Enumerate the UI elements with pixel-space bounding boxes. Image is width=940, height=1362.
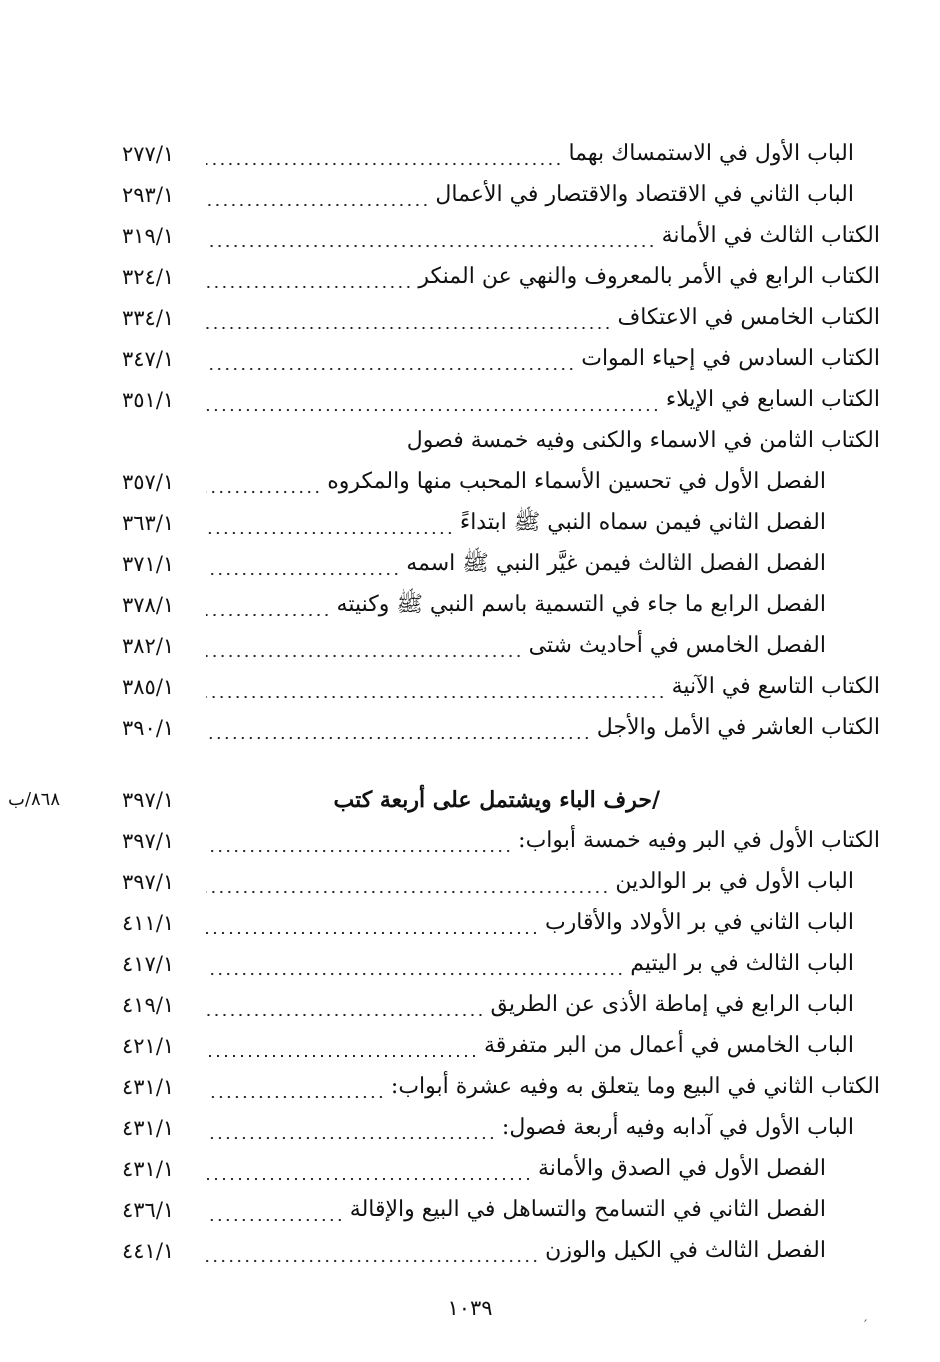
toc-entry-page: ٤٣١/١ <box>122 1157 175 1181</box>
dot-leader <box>206 462 321 502</box>
toc-entry-title: الفصل الأول في تحسين الأسماء المحبب منها والمكروه <box>327 469 826 494</box>
toc-entry-page: ٣٧١/١ <box>122 552 175 576</box>
dot-leader <box>206 298 612 338</box>
toc-entry-title: الباب الأول في آدابه وفيه أربعة فصول: <box>501 1115 854 1140</box>
toc-entry <box>200 503 826 543</box>
dot-leader <box>206 708 591 748</box>
toc-entry <box>200 257 880 297</box>
toc-entry-title: الكتاب العاشر في الأمل والأجل <box>596 715 880 740</box>
toc-entry-page: ٣٤٧/١ <box>122 347 175 371</box>
dot-leader <box>206 1026 478 1066</box>
toc-entry-title: الكتاب الخامس في الاعتكاف <box>617 305 880 330</box>
toc-entry <box>200 339 880 379</box>
toc-entry <box>200 462 826 502</box>
toc-entry-title: الكتاب السادس في إحياء الموات <box>581 346 880 371</box>
toc-entry-title: الكتاب التاسع في الآنية <box>671 674 880 699</box>
toc-entry-title: الفصل الثاني فيمن سماه النبي ﷺ ابتداءً <box>459 510 826 535</box>
dot-leader <box>206 1067 385 1107</box>
toc-entry-page: ٣٨٥/١ <box>122 675 175 699</box>
toc-entry-title: الفصل الثالث في الكيل والوزن <box>545 1238 826 1263</box>
toc-entry <box>200 380 880 420</box>
dot-leader <box>206 944 624 984</box>
toc-entry-page: ٤١١/١ <box>122 911 175 935</box>
toc-entry-page: ٤٣٦/١ <box>122 1198 175 1222</box>
toc-entry-page: ٢٧٧/١ <box>122 142 175 166</box>
dot-leader <box>206 1190 344 1230</box>
toc-entry <box>200 216 880 256</box>
toc-entry-title: الكتاب الأول في البر وفيه خمسة أبواب: <box>518 828 880 853</box>
toc-entry <box>200 626 826 666</box>
dot-leader <box>206 821 512 861</box>
toc-entry-title: الكتاب الثالث في الأمانة <box>661 223 880 248</box>
toc-entry-title: الكتاب السابع في الإيلاء <box>665 387 880 412</box>
section-heading-title: /حرف الباء ويشتمل على أربعة كتب <box>333 787 660 813</box>
toc-entry-page: ٤١٩/١ <box>122 993 175 1017</box>
toc-entry-page: ٢٩٣/١ <box>122 183 175 207</box>
toc-entry-title: الكتاب الثاني في البيع وما يتعلق به وفيه عشرة أبواب: <box>390 1074 880 1099</box>
toc-entry-page: ٣١٩/١ <box>122 224 175 248</box>
toc-entry-page: ٣٨٢/١ <box>122 634 175 658</box>
dot-leader <box>206 585 331 625</box>
manuscript-folio-note: ٨٦٨/ب <box>8 789 61 810</box>
dot-leader <box>206 380 660 420</box>
dot-leader <box>206 339 575 379</box>
dot-leader <box>206 1108 496 1148</box>
toc-entry-page: ٣٣٤/١ <box>122 306 175 330</box>
toc-entry-page: ٣٩٠/١ <box>122 716 175 740</box>
toc-entry <box>200 585 826 625</box>
page-number: ١٠٣٩ <box>447 1296 493 1320</box>
toc-entry <box>200 544 826 584</box>
toc-entry <box>200 944 854 984</box>
dot-leader <box>206 134 562 174</box>
toc-entry <box>200 1067 880 1107</box>
toc-entry-title: الكتاب الثامن في الاسماء والكنى وفيه خمسة فصول <box>406 428 880 453</box>
toc-entry-title: الباب الخامس في أعمال من البر متفرقة <box>483 1033 854 1058</box>
section-heading <box>260 780 660 820</box>
dot-leader <box>206 903 539 943</box>
toc-entry-page: ٤٢١/١ <box>122 1034 175 1058</box>
toc-entry-page: ٤٣١/١ <box>122 1075 175 1099</box>
dot-leader <box>206 1149 532 1189</box>
toc-entry-page: ٣٩٧/١ <box>122 829 175 853</box>
dot-leader <box>206 544 400 584</box>
toc-entry-page: ٤١٧/١ <box>122 952 175 976</box>
toc-entry <box>200 134 854 174</box>
toc-entry <box>200 667 880 707</box>
toc-entry <box>200 175 854 215</box>
toc-entry-title: الفصل الخامس في أحاديث شتى <box>528 633 826 658</box>
toc-entry <box>200 1108 854 1148</box>
toc-entry-page: ٣٥١/١ <box>122 388 175 412</box>
toc-entry-page: ٤٣١/١ <box>122 1116 175 1140</box>
toc-entry-title: الفصل الفصل الثالث فيمن غيَّر النبي ﷺ اسمه <box>406 551 826 576</box>
toc-entry-title: الكتاب الرابع في الأمر بالمعروف والنهي عن المنكر <box>418 264 880 289</box>
scan-mark: ′ <box>864 1318 868 1334</box>
toc-entry <box>200 421 880 461</box>
toc-entry-title: الفصل الرابع ما جاء في التسمية باسم النبي ﷺ وكنيته <box>336 592 826 617</box>
dot-leader <box>206 1231 539 1271</box>
dot-leader <box>206 862 609 902</box>
section-heading-page: ٣٩٧/١ <box>122 788 175 812</box>
toc-entry-title: الفصل الثاني في التسامح والتساهل في البيع والإقالة <box>349 1197 826 1222</box>
dot-leader <box>206 985 484 1025</box>
toc-entry-page: ٣٢٤/١ <box>122 265 175 289</box>
toc-entry-title: الباب الرابع في إماطة الأذى عن الطريق <box>490 992 854 1017</box>
dot-leader <box>206 626 523 666</box>
toc-entry <box>200 708 880 748</box>
toc-entry-page: ٣٥٧/١ <box>122 470 175 494</box>
toc-entry-title: الباب الأول في بر الوالدين <box>615 869 854 894</box>
dot-leader <box>206 257 412 297</box>
toc-entry-title: الفصل الأول في الصدق والأمانة <box>538 1156 826 1181</box>
dot-leader <box>206 667 666 707</box>
toc-entry <box>200 862 854 902</box>
toc-entry <box>200 821 880 861</box>
toc-entry-title: الباب الثاني في بر الأولاد والأقارب <box>544 910 854 935</box>
toc-entry <box>200 1026 854 1066</box>
toc-entry <box>200 903 854 943</box>
toc-entry-title: الباب الثاني في الاقتصاد والاقتصار في الأعمال <box>435 182 854 207</box>
toc-entry-title: الباب الثالث في بر اليتيم <box>630 951 854 976</box>
toc-entry-title: الباب الأول في الاستمساك بهما <box>568 141 854 166</box>
toc-entry-page: ٣٧٨/١ <box>122 593 175 617</box>
toc-entry <box>200 1190 826 1230</box>
dot-leader <box>206 175 429 215</box>
dot-leader <box>206 503 454 543</box>
toc-entry-page: ٤٤١/١ <box>122 1239 175 1263</box>
toc-entry <box>200 985 854 1025</box>
toc-entry <box>200 1231 826 1271</box>
dot-leader <box>206 216 656 256</box>
toc-entry-page: ٣٩٧/١ <box>122 870 175 894</box>
toc-entry <box>200 1149 826 1189</box>
toc-entry <box>200 298 880 338</box>
toc-entry-page: ٣٦٣/١ <box>122 511 175 535</box>
